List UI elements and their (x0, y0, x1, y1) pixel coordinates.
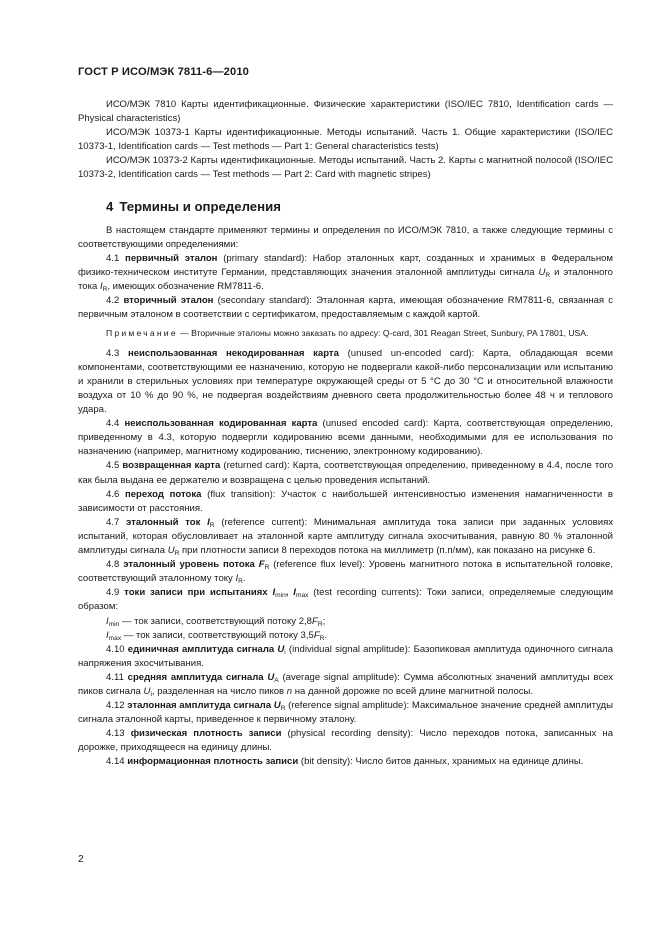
term-4-8: 4.8 эталонный уровень потока $F_R$ (reference flux level): Уровень магнитного потока в испытательной головке, соответствующий эталонному току $I_R$. (78, 559, 614, 586)
term-4-4: 4.4 неиспользованная кодированная карта (unused encoded card): Карта, соответствующая определению, приведенному в 4.3, которую подвергли кодированию всеми данными, необходимыми для ее использования по назначению (например, магнитному кодированию, тиснению, электронному кодированию). (78, 418, 614, 458)
reference-7810: ИСО/МЭК 7810 Карты идентификационные. Физические характеристики (ISO/IEC 7810, Identification cards — Physical characteristics) (78, 99, 613, 125)
page-header: ГОСТ Р ИСО/МЭК 7811-6—2010 (78, 66, 249, 78)
term-4-9-imax: $I_{max}$ — ток записи, соответствующий потоку $3,5F_R$. (106, 629, 328, 642)
page-content (78, 98, 613, 770)
section-intro: В настоящем стандарте применяют термины и определения по ИСО/МЭК 7810, а также следующие термины с соответствующими определениями: (78, 224, 613, 250)
term-4-1: 4.1 первичный эталон (primary standard): Набор эталонных карт, созданных и хранимых в Федеральном физико-техническом институте Германии, представляющих значения эталонной амплитуды сигнала $U_R$ и эталонного тока $I_R$, имеющих обозначение RM7811-6. (78, 252, 613, 294)
term-4-14: 4.14 информационная плотность записи (bit density): Число битов данных, хранимых на единице длины. (106, 756, 584, 768)
section-heading (106, 200, 613, 214)
term-4-11: 4.11 средняя амплитуда сигнала $U_A$ (average signal amplitude): Сумма абсолютных значений амплитуды всех пиков сигнала $U_i$, разделенная на число пиков n на данной дорожке по всей длине магнитной полосы. (78, 671, 613, 698)
section-title: Термины и определения (119, 198, 281, 214)
section-number: 4 (106, 198, 114, 214)
term-4-10: 4.10 единичная амплитуда сигнала $U_i$ (individual signal amplitude): Базопиковая амплитуда одиночного сигнала напряжения эхосчитывания. (78, 643, 614, 669)
term-4-5: 4.5 возвращенная карта (returned card): Карта, соответствующая определению, приведенному в 4.4, после того как была выдана ее держателю и возвращена с целью проведения испытаний. (78, 460, 614, 486)
term-4-9: 4.9 токи записи при испытаниях $I_{min}$, $I_{max}$ (test recording currents): Токи записи, определяемые следующим образом: (78, 587, 614, 613)
term-4-13: 4.13 физическая плотность записи (physical recording density): Число переходов потока, записанных на дорожке, приходящееся на единицу длины. (78, 728, 613, 754)
term-4-6: 4.6 переход потока (flux transition): Участок с наибольшей интенсивностью изменения намагниченности в зависимости от расстояния. (78, 488, 613, 514)
reference-10373-1: ИСО/МЭК 10373-1 Карты идентификационные. Методы испытаний. Часть 1. Общие характеристики (ISO/IEC 10373-1, Identification cards — Test methods — Part 1: General characteristics tests) (78, 127, 613, 153)
page-number: 2 (78, 854, 84, 865)
note-text: — Вторичные эталоны можно заказать по адресу: Q-card, 301 Reagan Street, Sunbury, PA 17801, USA. (180, 328, 589, 339)
note (78, 327, 613, 340)
term-4-12: 4.12 эталонная амплитуда сигнала $U_R$ (reference signal amplitude): Максимальное значение средней амплитуды сигнала эталонной карты, приведенное к первичному эталону. (78, 700, 613, 726)
term-4-7: 4.7 эталонный ток $I_R$ (reference current): Минимальная амплитуда тока записи при заданных условиях испытаний, которая обусловливает на эталонной карте амплитуду сигнала эхосчитывания, равную 80 % эталонной амплитуды сигнала $U_R$ при плотности записи 8 переходов потока на миллиметр (п.п/мм), как показано на рисунке 6. (78, 516, 614, 558)
term-4-3: 4.3 неиспользованная некодированная карта (unused un-encoded card): Карта, обладающая всеми компонентами, соответствующими ее назначению, которую не подвергали какой-либо персонализации или испытанию и хранили в стерильных условиях при температуре окружающей среды от 5 °С до 30 °С и относительной влажности воздуха от 10 % до 90 %, не подвергая воздействиям дневного света продолжительностью более 48 ч и теплового удара. (78, 347, 613, 416)
term-4-9-imin: $I_{min}$ — ток записи, соответствующий потоку $2,8F_R$; (106, 615, 326, 628)
term-4-2: 4.2 вторичный эталон (secondary standard): Эталонная карта, имеющая обозначение RM7811-6, связанная с первичным эталоном в соответствии с сертификатом, предоставляемым с каждой картой. (78, 295, 614, 321)
reference-10373-2: ИСО/МЭК 10373-2 Карты идентификационные. Методы испытаний. Часть 2. Карты с магнитной полосой (ISO/IEC 10373-2, Identification cards — Test methods — Part 2: Card with magnetic stripes) (78, 155, 613, 181)
note-label: Примечание (106, 328, 178, 339)
